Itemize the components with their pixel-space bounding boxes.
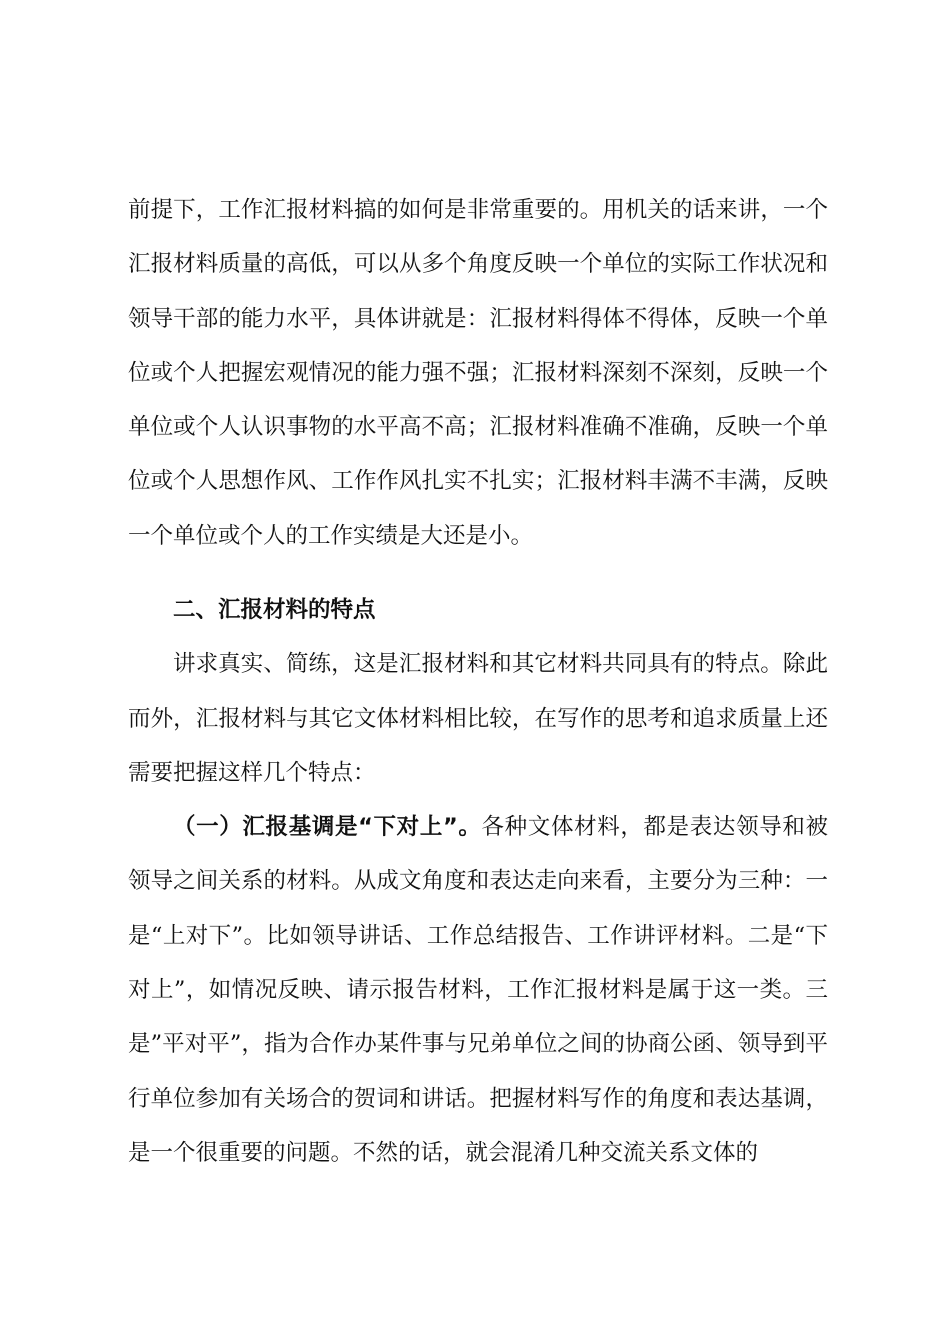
- point-one-body: 各种文体材料，都是表达领导和被领导之间关系的材料。从成文角度和表达走向来看，主要分为三种：一是“上对下”。比如领导讲话、工作总结报告、工作讲评材料。二是“下对上”，如情况反映、请示报告材料，工作汇报材料是属于这一类。三是”平对平”，指为合作办某件事与兄弟单位之间的协商公函、领导到平行单位参加有关场合的贺词和讲话。把握材料写作的角度和表达基调，是一个很重要的问题。不然的话，就会混淆几种交流关系文体的: [128, 814, 828, 1166]
- document-body-section-two: [128, 583, 828, 1180]
- point-one-lead: （一）汇报基调是“下对上”。: [173, 814, 482, 841]
- body-paragraph-point-one: [128, 800, 828, 1180]
- body-paragraph-intro: 讲求真实、简练，这是汇报材料和其它材料共同具有的特点。除此而外，汇报材料与其它文体材料相比较，在写作的思考和追求质量上还需要把握这样几个特点：: [128, 651, 828, 786]
- document-body-top: [128, 183, 828, 563]
- body-paragraph-continued: 前提下，工作汇报材料搞的如何是非常重要的。用机关的话来讲，一个汇报材料质量的高低，可以从多个角度反映一个单位的实际工作状况和领导干部的能力水平，具体讲就是：汇报材料得体不得体，反映一个单位或个人把握宏观情况的能力强不强；汇报材料深刻不深刻，反映一个单位或个人认识事物的水平高不高；汇报材料准确不准确，反映一个单位或个人思想作风、工作作风扎实不扎实；汇报材料丰满不丰满，反映一个单位或个人的工作实绩是大还是小。: [128, 197, 828, 549]
- section-heading: 二、汇报材料的特点: [173, 597, 376, 623]
